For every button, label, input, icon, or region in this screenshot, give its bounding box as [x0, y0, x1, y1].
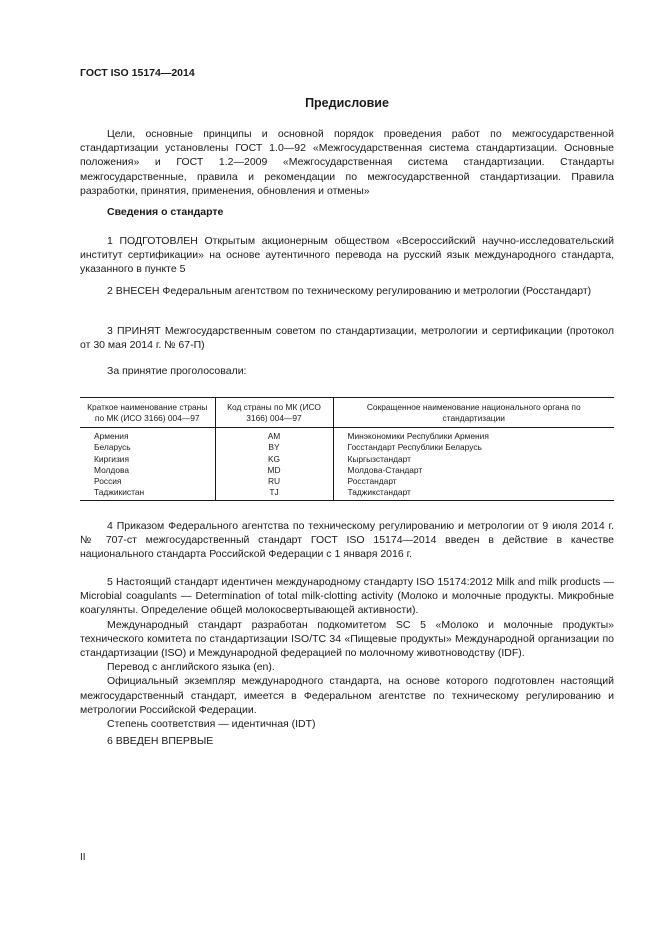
standards-body: Росстандарт — [333, 476, 614, 487]
item4-paragraph: 4 Приказом Федерального агентства по техническому регулированию и метрологии от 9 июля 2014 г. № 707-ст межгосударственный стандарт ГОСТ ISO 15174—2014 введен в действие в качестве национального стандарта Российской Федерации с 1 января 2016 г. — [80, 520, 614, 561]
country-name: Беларусь — [94, 442, 131, 453]
item5-paragraph: 5 Настоящий стандарт идентичен международному стандарту ISO 15174:2012 Milk and milk products — Microbial coagulants — Determination of total milk-clotting activity (Молоко и молочные продукты. Микробные коагулянты. Определение общей молокосвертывающей активности). — [80, 576, 614, 617]
column-header-country: Краткое наименование страны по МК (ИСО 3166) 004—97 — [80, 398, 215, 428]
table-row — [80, 454, 614, 465]
item5-degree-paragraph: Степень соответствия — идентичная (IDT) — [107, 718, 316, 731]
item5-developed-paragraph: Международный стандарт разработан подкомитетом SC 5 «Молоко и молочные продукты» технического комитета по стандартизации ISO/TC 34 «Пищевые продукты» Международной организации по стандартизации (ISO) и Международной федерацией по молочному животноводству (IDF). — [80, 618, 614, 660]
country-code: KG — [215, 454, 333, 465]
country-code: MD — [215, 465, 333, 476]
table-row — [80, 442, 614, 453]
item3-paragraph: 3 ПРИНЯТ Межгосударственным советом по стандартизации, метрологии и сертификации (протокол от 30 мая 2014 г. № 67-П) — [80, 325, 614, 352]
item5-block — [80, 575, 614, 731]
item1-paragraph: 1 ПОДГОТОВЛЕН Открытым акционерным обществом «Всероссийский научно-исследовательский институт сертификации» на основе аутентичного перевода на русский язык международного стандарта, указанного в пункте 5 — [80, 235, 614, 276]
column-header-code: Код страны по МК (ИСО 3166) 004—97 — [215, 398, 333, 428]
item2-block — [80, 284, 614, 298]
item6-paragraph: 6 ВВЕДЕН ВПЕРВЫЕ — [107, 735, 214, 747]
standards-body: Таджикстандарт — [333, 487, 614, 500]
item6-block — [80, 734, 614, 748]
country-code: TJ — [215, 487, 333, 500]
country-code: RU — [215, 476, 333, 487]
country-code: BY — [215, 442, 333, 453]
voting-countries-table — [80, 397, 614, 501]
standards-body: Молдова-Стандарт — [333, 465, 614, 476]
item4-block — [80, 519, 614, 562]
table-header-row — [80, 398, 614, 428]
column-header-body: Сокращенное наименование национального органа по стандартизации — [333, 398, 614, 428]
page-title: Предисловие — [305, 96, 389, 110]
voted-block — [80, 364, 614, 378]
standards-body: Госстандарт Республики Беларусь — [333, 442, 614, 453]
voted-label: За принятие проголосовали: — [107, 365, 247, 377]
item1-block — [80, 234, 614, 277]
country-name: Таджикистан — [80, 487, 215, 500]
item3-block — [80, 324, 614, 352]
country-name: Киргизия — [94, 453, 130, 464]
intro-paragraph: Цели, основные принципы и основной порядок проведения работ по межгосударственной стандартизации установлены ГОСТ 1.0—92 «Межгосударственная система стандартизации. Основные положения» и ГОСТ 1.2—2009 «Межгосударственная система стандартизации. Стандарты межгосударственные, правила и рекомендации по межгосударственной стандартизации. Правила разработки, принятия, применения, обновления и отмены» — [80, 128, 614, 197]
standards-body: Кыргызстандарт — [333, 454, 614, 465]
page-number: II — [80, 852, 86, 863]
intro-block — [80, 127, 614, 198]
table-row — [80, 428, 614, 443]
document-header: ГОСТ ISO 15174—2014 — [80, 67, 195, 79]
table-row — [80, 476, 614, 487]
table-row — [80, 465, 614, 476]
item5-official-paragraph: Официальный экземпляр международного стандарта, на основе которого подготовлен настоящий межгосударственный стандарт, имеется в Федеральном агентстве по техническому регулированию и метрологии Российской Федерации. — [80, 675, 614, 716]
info-heading-block — [80, 205, 614, 219]
info-heading: Сведения о стандарте — [107, 206, 224, 218]
country-name: Армения — [94, 431, 129, 441]
item5-translation-paragraph: Перевод с английского языка (en). — [107, 661, 275, 674]
country-name: Молдова — [94, 464, 129, 475]
table-row — [80, 487, 614, 500]
country-name: Россия — [94, 476, 122, 487]
standards-body: Минэкономики Республики Армения — [333, 428, 614, 443]
country-code: AM — [215, 428, 333, 443]
item2-paragraph: 2 ВНЕСЕН Федеральным агентством по техническому регулированию и метрологии (Росстандарт) — [107, 285, 592, 297]
